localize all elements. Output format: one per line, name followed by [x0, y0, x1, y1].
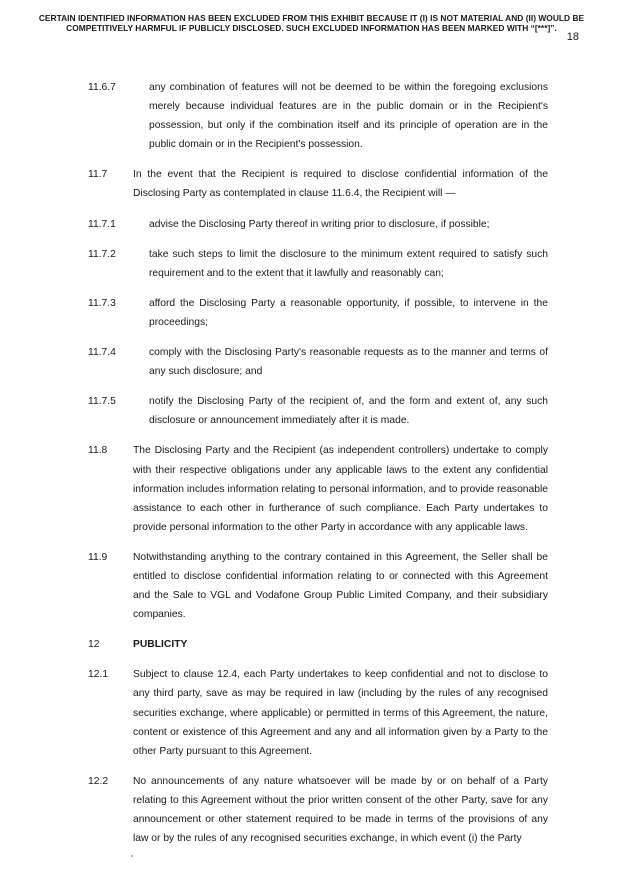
clause-text: take such steps to limit the disclosure to the minimum extent required to satisfy such requirement and to the extent that it lawfully and reasonably can; — [149, 248, 548, 279]
clause-number: 11.6.7 — [88, 82, 116, 93]
clause-text: any combination of features will not be deemed to be within the foregoing exclusions merely because individual features are in the public domain or in the Recipient's possession, but only if the combination itself and its principle of operation are in the public domain or in the Recipient's possession. — [149, 82, 548, 151]
clause-11-7 — [88, 165, 548, 203]
clause-text: In the event that the Recipient is required to disclose confidential information of the Disclosing Party as contemplated in clause 11.6.4, the Recipient will — — [133, 169, 548, 200]
clause-number: 11.8 — [88, 445, 108, 457]
clause-text: comply with the Disclosing Party's reasonable requests as to the manner and terms of any such disclosure; and — [149, 347, 548, 378]
clause-number: 11.7.1 — [88, 218, 116, 230]
clause-text: Subject to clause 12.4, each Party undertakes to keep confidential and not to disclose to any third party, save as may be required in law (including by the rules of any recognised securities exchange, where applicable) or permitted in terms of this Agreement, the nature, content or existence of this Agreement and any and all information given by a Party to the other Party pursuant to this Agreement. — [133, 669, 548, 757]
clause-11-8 — [88, 441, 548, 536]
clause-text: The Disclosing Party and the Recipient (as independent controllers) undertake to comply with their respective obligations under any applicable laws to the extent any confidential information includes information relating to personal information, and to provide reasonable assistance to each other in furtherance of such compliance. Each Party undertakes to provide personal information to the other Party in accordance with any applicable laws. — [133, 445, 548, 533]
clause-text: Notwithstanding anything to the contrary contained in this Agreement, the Seller shall be entitled to disclose confidential information relating to or connected with this Agreement and the Sale to VGL and Vodafone Group Public Limited Company, and their subsidiary companies. — [133, 551, 548, 621]
clause-11-6-7 — [88, 78, 548, 154]
clause-text: afford the Disclosing Party a reasonable opportunity, if possible, to intervene in the proceedings; — [149, 297, 548, 328]
clause-text: No announcements of any nature whatsoever will be made by or on behalf of a Party relating to this Agreement without the prior written consent of the other Party, save for any announcement or other statement required to be made in terms of the provisions of any law or by the rules of any recognised securities exchange, in which event (i) the Party — [133, 775, 548, 845]
clause-number: 11.7.2 — [88, 248, 116, 260]
clause-number: 11.9 — [88, 551, 108, 563]
clause-11-7-1 — [88, 215, 548, 234]
scan-speck — [131, 855, 133, 857]
page-number: 18 — [566, 31, 579, 43]
clause-12-1 — [88, 665, 548, 760]
clause-number: 11.7.5 — [88, 396, 116, 408]
clause-12-2 — [88, 772, 548, 848]
clause-11-7-4 — [88, 343, 548, 381]
clause-11-7-3 — [88, 294, 548, 332]
clause-11-7-5 — [88, 392, 548, 430]
clause-number: 12.1 — [88, 669, 109, 681]
clause-11-9 — [88, 548, 548, 624]
clause-number: 11.7.3 — [88, 297, 116, 309]
exclusion-notice: CERTAIN IDENTIFIED INFORMATION HAS BEEN EXCLUDED FROM THIS EXHIBIT BECAUSE IT (I) IS NOT MATERIAL AND (II) WOULD BE COMPETITIVELY HARMFUL IF PUBLICLY DISCLOSED. SUCH EXCLUDED INFORMATION HAS BEEN MARKED WITH “[***]”. — [38, 13, 585, 33]
document-body — [88, 78, 548, 859]
section-number: 12 — [88, 639, 100, 651]
clause-text: notify the Disclosing Party of the recipient of, and the form and extent of, any such disclosure or announcement immediately after it is made. — [149, 396, 548, 427]
clause-number: 12.2 — [88, 775, 109, 787]
section-heading-publicity — [88, 635, 548, 654]
clause-number: 11.7.4 — [88, 347, 116, 359]
clause-text: advise the Disclosing Party thereof in writing prior to disclosure, if possible; — [149, 218, 490, 230]
clause-number: 11.7 — [88, 169, 108, 181]
section-title: PUBLICITY — [133, 639, 188, 651]
clause-11-7-2 — [88, 245, 548, 283]
